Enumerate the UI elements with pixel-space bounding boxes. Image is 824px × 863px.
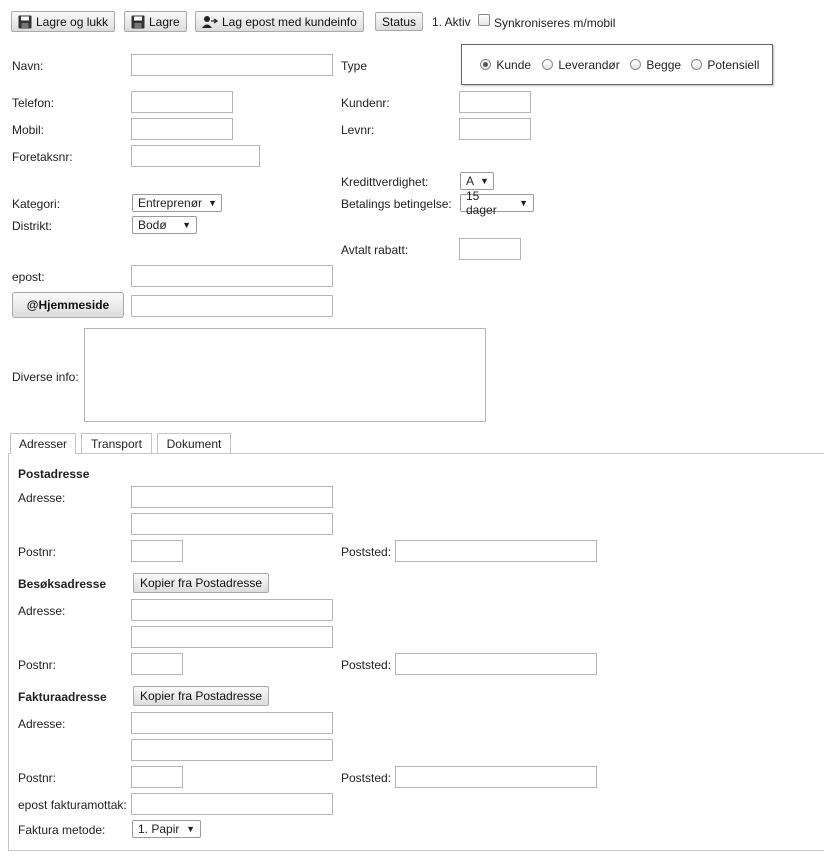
floppy-icon xyxy=(131,15,145,29)
radio-icon[interactable] xyxy=(691,59,702,70)
visit-city-label: Poststed: xyxy=(341,658,392,672)
radio-icon[interactable] xyxy=(542,59,553,70)
visit-zip-input[interactable] xyxy=(131,653,183,675)
chevron-down-icon: ▼ xyxy=(480,176,489,186)
district-select[interactable]: Bodø ▼ xyxy=(132,216,197,234)
invoice-city-input[interactable] xyxy=(395,766,597,788)
type-radio-group xyxy=(461,44,773,85)
status-value: 1. Aktiv xyxy=(432,15,471,29)
invoice-address-line1-input[interactable] xyxy=(131,712,333,734)
radio-icon[interactable] xyxy=(630,59,641,70)
credit-rating-label: Kredittverdighet: xyxy=(341,175,429,189)
discount-label: Avtalt rabatt: xyxy=(341,243,409,257)
invoice-zip-label: Postnr: xyxy=(18,771,57,785)
customer-number-input[interactable] xyxy=(459,91,531,113)
post-city-input[interactable] xyxy=(395,540,597,562)
visit-address-line2-input[interactable] xyxy=(131,626,333,648)
visit-address-label: Adresse: xyxy=(18,604,66,618)
name-input[interactable] xyxy=(131,54,333,76)
supplier-number-input[interactable] xyxy=(459,118,531,140)
invoice-email-label: epost fakturamottak: xyxy=(18,798,127,812)
phone-label: Telefon: xyxy=(12,96,55,110)
district-label: Distrikt: xyxy=(12,219,52,233)
email-customer-info-button[interactable]: Lag epost med kundeinfo xyxy=(195,11,364,32)
copy-to-invoice-button[interactable]: Kopier fra Postadresse xyxy=(133,686,269,706)
mobile-input[interactable] xyxy=(131,118,233,140)
category-label: Kategori: xyxy=(12,197,61,211)
type-option-leverandor[interactable]: Leverandør xyxy=(542,58,620,72)
name-label: Navn: xyxy=(12,59,44,73)
phone-input[interactable] xyxy=(131,91,233,113)
post-address-line1-input[interactable] xyxy=(131,486,333,508)
copy-to-visit-button[interactable]: Kopier fra Postadresse xyxy=(133,573,269,593)
type-label: Type xyxy=(341,59,368,73)
tab-dokument[interactable]: Dokument xyxy=(157,433,231,453)
payment-terms-select[interactable]: 15 dager ▼ xyxy=(460,194,534,212)
misc-info-textarea[interactable] xyxy=(84,328,486,422)
misc-info-label: Diverse info: xyxy=(12,370,79,384)
mobile-label: Mobil: xyxy=(12,123,45,137)
supplier-number-label: Levnr: xyxy=(341,123,375,137)
invoice-address-label: Adresse: xyxy=(18,717,66,731)
invoice-zip-input[interactable] xyxy=(131,766,183,788)
invoice-method-label: Faktura metode: xyxy=(18,823,106,837)
payment-terms-label: Betalings betingelse: xyxy=(341,197,452,211)
chevron-down-icon: ▼ xyxy=(186,824,195,834)
chevron-down-icon: ▼ xyxy=(208,198,217,208)
customer-number-label: Kundenr: xyxy=(341,96,390,110)
save-close-button[interactable]: Lagre og lukk xyxy=(11,11,115,32)
homepage-input[interactable] xyxy=(131,295,333,317)
post-address-label: Adresse: xyxy=(18,491,66,505)
save-button[interactable]: Lagre xyxy=(124,11,187,32)
tab-transport[interactable]: Transport xyxy=(81,433,152,453)
discount-input[interactable] xyxy=(459,238,521,260)
post-address-title: Postadresse xyxy=(18,467,90,481)
sync-mobile-label: Synkroniseres m/mobil xyxy=(494,16,616,30)
email-input[interactable] xyxy=(131,265,333,287)
type-option-kunde[interactable]: Kunde xyxy=(480,58,531,72)
invoice-address-title: Fakturaadresse xyxy=(18,690,107,704)
credit-rating-select[interactable]: A ▼ xyxy=(460,172,494,190)
sync-mobile-checkbox[interactable] xyxy=(478,14,490,26)
post-address-line2-input[interactable] xyxy=(131,513,333,535)
org-number-label: Foretaksnr: xyxy=(12,150,73,164)
radio-selected-icon[interactable] xyxy=(480,59,491,70)
category-select[interactable]: Entreprenør ▼ xyxy=(132,194,222,212)
visit-address-title: Besøksadresse xyxy=(18,577,107,591)
homepage-button[interactable]: @Hjemmeside xyxy=(12,292,124,318)
org-number-input[interactable] xyxy=(131,145,260,167)
visit-city-input[interactable] xyxy=(395,653,597,675)
invoice-address-line2-input[interactable] xyxy=(131,739,333,761)
user-email-icon xyxy=(202,15,218,29)
visit-zip-label: Postnr: xyxy=(18,658,57,672)
chevron-down-icon: ▼ xyxy=(519,198,528,208)
invoice-email-input[interactable] xyxy=(131,793,333,815)
post-zip-label: Postnr: xyxy=(18,545,57,559)
type-option-potensiell[interactable]: Potensiell xyxy=(691,58,759,72)
tab-adresser[interactable]: Adresser xyxy=(10,433,76,454)
invoice-city-label: Poststed: xyxy=(341,771,392,785)
chevron-down-icon: ▼ xyxy=(182,220,191,230)
status-button[interactable]: Status xyxy=(375,12,423,31)
invoice-method-select[interactable]: 1. Papir ▼ xyxy=(132,820,201,838)
floppy-icon xyxy=(18,15,32,29)
post-zip-input[interactable] xyxy=(131,540,183,562)
visit-address-line1-input[interactable] xyxy=(131,599,333,621)
post-city-label: Poststed: xyxy=(341,545,392,559)
email-label: epost: xyxy=(12,270,45,284)
type-option-begge[interactable]: Begge xyxy=(630,58,681,72)
